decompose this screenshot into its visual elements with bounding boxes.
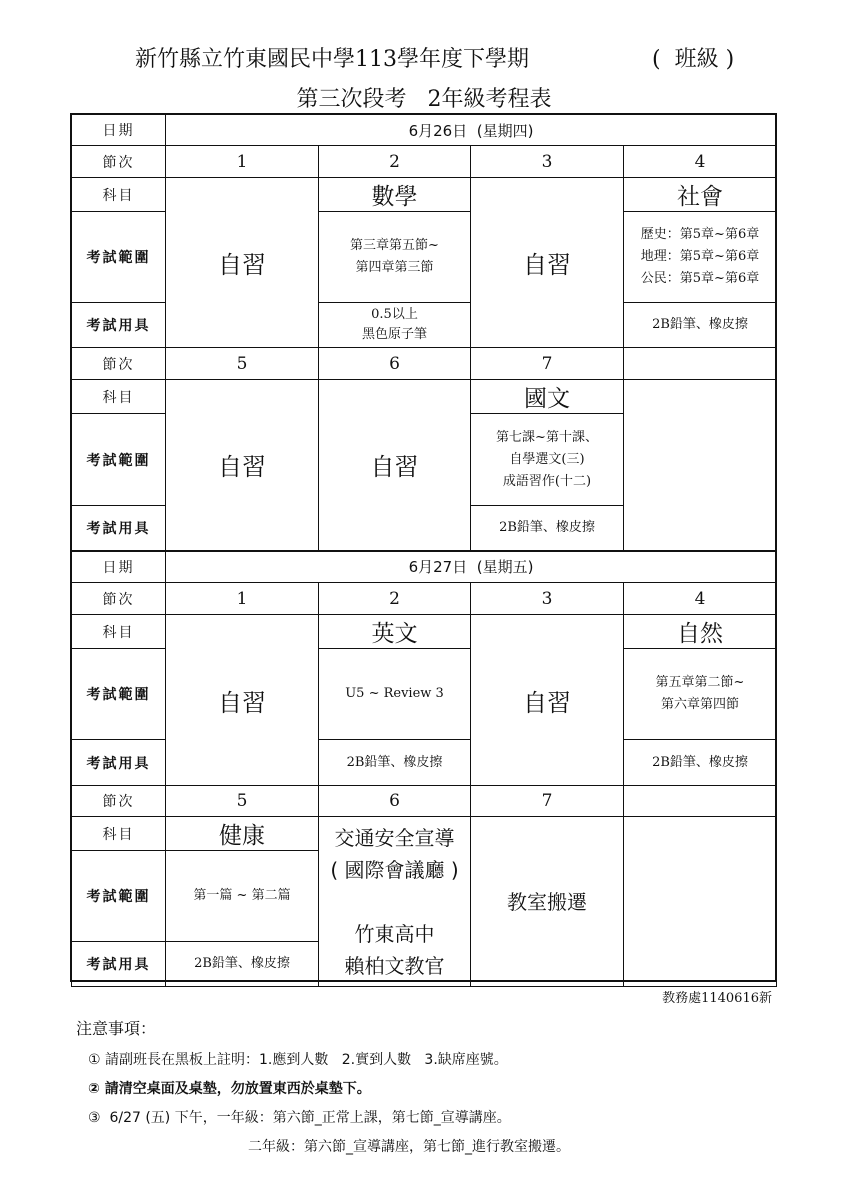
range-science	[624, 649, 777, 740]
range-line: 自學選文(三)	[509, 451, 585, 467]
range-label: 考試範圍	[72, 851, 166, 942]
tools-english: 2B鉛筆、橡皮擦	[319, 740, 471, 786]
subject-label: 科目	[72, 178, 166, 212]
range-line: 第五章第二節~	[655, 675, 745, 690]
note-item: ① 請副班長在黑板上註明：1.應到人數 2.實到人數 3.缺席座號。	[88, 1052, 508, 1068]
talk-line: 交通安全宣導	[334, 825, 455, 850]
empty-cell	[624, 380, 777, 551]
subject-science: 自然	[624, 615, 777, 649]
period-number: 6	[319, 786, 471, 817]
tools-math	[319, 303, 471, 348]
range-social	[624, 212, 777, 303]
document-title: 新竹縣立竹東國民中學113學年度下學期	[135, 47, 529, 72]
subject-social: 社會	[624, 178, 777, 212]
range-line: 第六章第四節	[660, 697, 739, 712]
period-number: 7	[471, 786, 624, 817]
range-line: 第三章第五節~	[350, 238, 439, 253]
empty-cell	[624, 348, 777, 380]
subject-label: 科目	[72, 817, 166, 851]
range-health: 第一篇 ~ 第二篇	[166, 851, 319, 942]
empty-cell	[624, 786, 777, 817]
note-item-continued: 二年級：第六節_宣導講座，第七節_進行教室搬遷。	[248, 1139, 570, 1155]
period-number: 7	[471, 348, 624, 380]
date-label: 日期	[72, 551, 166, 583]
period-number: 3	[471, 583, 624, 615]
tools-chinese: 2B鉛筆、橡皮擦	[471, 506, 624, 551]
range-label: 考試範圍	[72, 414, 166, 506]
office-note: 教務處1140616新	[662, 991, 772, 1006]
range-math	[319, 212, 471, 303]
tools-health: 2B鉛筆、橡皮擦	[166, 942, 319, 987]
range-line: 成語習作(十二)	[502, 473, 592, 489]
tools-label: 考試用具	[72, 506, 166, 551]
notes-section	[76, 1016, 796, 1156]
period-number: 2	[319, 146, 471, 178]
period-number: 6	[319, 348, 471, 380]
tools-line: 0.5以上	[371, 307, 418, 322]
period-number: 4	[624, 583, 777, 615]
date-label: 日期	[72, 115, 166, 146]
range-label: 考試範圍	[72, 212, 166, 303]
period-label: 節次	[72, 786, 166, 817]
period-number: 1	[166, 146, 319, 178]
subject-math: 數學	[319, 178, 471, 212]
period-label: 節次	[72, 583, 166, 615]
tools-science: 2B鉛筆、橡皮擦	[624, 740, 777, 786]
period-number: 5	[166, 348, 319, 380]
traffic-safety-talk-cell	[319, 817, 471, 987]
class-label: ( 班級 )	[652, 47, 735, 72]
period-row-day1-am	[72, 146, 777, 178]
date-row-day1	[72, 115, 777, 146]
notes-title: 注意事項：	[76, 1019, 157, 1038]
subject-row-day1-pm	[72, 380, 777, 414]
note-item: ③ 6/27 (五) 下午，一年級：第六節_正常上課，第七節_宣導講座。	[88, 1110, 511, 1126]
document-subtitle: 第三次段考 2年級考程表	[296, 87, 552, 112]
date-value-day2: 6月27日 (星期五)	[166, 551, 777, 583]
document-title-row	[0, 42, 848, 78]
subject-health: 健康	[166, 817, 319, 851]
period-row-day1-pm	[72, 348, 777, 380]
range-line: 歷史：第5章~第6章	[640, 227, 760, 242]
subject-row-day2-am	[72, 615, 777, 649]
subject-english: 英文	[319, 615, 471, 649]
date-row-day2	[72, 551, 777, 583]
period-label: 節次	[72, 146, 166, 178]
period-number: 2	[319, 583, 471, 615]
subject-row-day2-pm	[72, 817, 777, 851]
self-study-cell: 自習	[166, 615, 319, 786]
talk-line: 竹東高中	[354, 921, 435, 946]
period-label: 節次	[72, 348, 166, 380]
range-line: 公民：第5章~第6章	[640, 271, 760, 286]
self-study-cell: 自習	[471, 178, 624, 348]
period-number: 4	[624, 146, 777, 178]
range-line: 第四章第三節	[355, 260, 434, 275]
empty-cell	[624, 817, 777, 987]
exam-schedule-table	[71, 114, 777, 987]
range-line: 第七課~第十課、	[496, 429, 598, 445]
tools-label: 考試用具	[72, 740, 166, 786]
range-english: U5 ~ Review 3	[319, 649, 471, 740]
talk-line: ( 國際會議廳 )	[330, 857, 459, 882]
tools-social: 2B鉛筆、橡皮擦	[624, 303, 777, 348]
note-item: ② 請清空桌面及桌墊，勿放置東西於桌墊下。	[88, 1081, 371, 1097]
period-number: 1	[166, 583, 319, 615]
talk-line: 賴柏文教官	[344, 953, 445, 978]
range-line: 地理：第5章~第6章	[640, 249, 760, 264]
tools-label: 考試用具	[72, 942, 166, 987]
classroom-move-cell: 教室搬遷	[471, 817, 624, 987]
subject-label: 科目	[72, 380, 166, 414]
period-number: 5	[166, 786, 319, 817]
period-row-day2-am	[72, 583, 777, 615]
self-study-cell: 自習	[471, 615, 624, 786]
period-row-day2-pm	[72, 786, 777, 817]
talk-line	[319, 886, 470, 918]
subject-label: 科目	[72, 615, 166, 649]
tools-line: 黑色原子筆	[361, 327, 427, 342]
tools-label: 考試用具	[72, 303, 166, 348]
subject-chinese: 國文	[471, 380, 624, 414]
range-chinese	[471, 414, 624, 506]
self-study-cell: 自習	[166, 178, 319, 348]
range-label: 考試範圍	[72, 649, 166, 740]
self-study-cell: 自習	[166, 380, 319, 551]
period-number: 3	[471, 146, 624, 178]
date-value-day1: 6月26日 (星期四)	[166, 115, 777, 146]
self-study-cell: 自習	[319, 380, 471, 551]
subject-row-day1-am	[72, 178, 777, 212]
